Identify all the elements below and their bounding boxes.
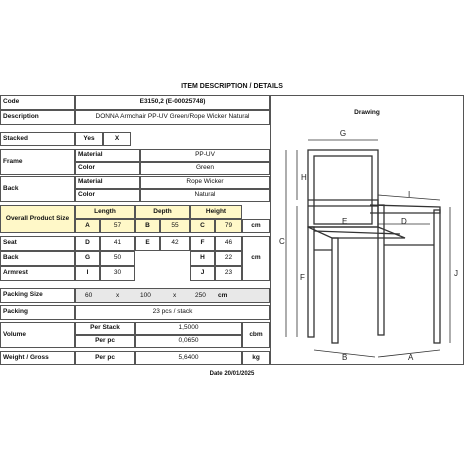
label-g: G (339, 129, 347, 138)
dim-f-value: 46 (215, 236, 242, 251)
volume-label: Volume (0, 322, 75, 348)
overall-size-label: Overall Product Size (0, 205, 75, 233)
packing-label: Packing (0, 305, 75, 320)
chair-left-arm (308, 200, 378, 206)
chair-leg-front-right (434, 210, 440, 343)
drawing-title: Drawing (354, 109, 380, 116)
dim-j-letter: J (190, 266, 215, 281)
stacked-yes: Yes (75, 132, 103, 146)
label-e: E (342, 217, 348, 226)
description-label: Description (0, 110, 75, 125)
dim-e-letter: E (135, 236, 160, 251)
dim-b-letter: B (135, 219, 160, 233)
spec-sheet (0, 80, 464, 381)
back-material: Rope Wicker (140, 176, 270, 189)
depth-header: Depth (135, 205, 190, 219)
stacked-label: Stacked (0, 132, 75, 146)
dim-b-value: 55 (160, 219, 190, 233)
code-value: E3150,2 (E-00025748) (75, 95, 270, 110)
dim-h-letter: H (190, 251, 215, 266)
overall-unit: cm (242, 219, 270, 233)
frame-label: Frame (0, 149, 75, 175)
packing-width: 100 (140, 292, 151, 299)
dim-h-value: 22 (215, 251, 242, 266)
dim-i-value: 30 (100, 266, 135, 281)
code-label: Code (0, 95, 75, 110)
label-j: J (454, 269, 458, 278)
dim-f-letter: F (190, 236, 215, 251)
chair-right-arm (370, 205, 440, 213)
label-b: B (342, 353, 348, 362)
dim-g-value: 50 (100, 251, 135, 266)
packing-value: 23 pcs / stack (75, 305, 270, 320)
back-dims-label: Back (0, 251, 75, 266)
armrest-label: Armrest (0, 266, 75, 281)
chair-leg-front-left (308, 227, 314, 337)
back-color-label: Color (75, 189, 140, 202)
length-header: Length (75, 205, 135, 219)
packing-length: 60 (85, 292, 93, 299)
label-i: I (408, 190, 411, 199)
packing-x1: x (116, 292, 120, 299)
weight-per-pc-label: Per pc (75, 351, 135, 365)
dim-g-letter: G (75, 251, 100, 266)
packing-size-unit: cm (218, 292, 228, 299)
chair-leg-front-mid (332, 238, 338, 343)
weight-per-pc-value: 5,6400 (135, 351, 242, 365)
sheet-title: ITEM DESCRIPTION / DETAILS (181, 83, 283, 90)
back-label: Back (0, 176, 75, 202)
dim-a-value: 57 (100, 219, 135, 233)
dim-j-value: 23 (215, 266, 242, 281)
back-material-label: Material (75, 176, 140, 189)
seat-unit: cm (242, 236, 270, 281)
per-stack-value: 1,5000 (135, 322, 242, 335)
dim-d-letter: D (75, 236, 100, 251)
packing-x2: x (173, 292, 177, 299)
frame-material-label: Material (75, 149, 140, 162)
back-color: Natural (140, 189, 270, 202)
volume-unit: cbm (242, 322, 270, 348)
label-c: C (279, 237, 285, 246)
label-f: F (300, 273, 305, 282)
label-d: D (401, 217, 407, 226)
chair-leg-back-right (378, 205, 384, 335)
dim-e-value: 42 (160, 236, 190, 251)
packing-size-label: Packing Size (0, 288, 75, 303)
stacked-x: X (103, 132, 131, 146)
height-header: Height (190, 205, 242, 219)
chair-back-inner (314, 156, 372, 224)
packing-height: 250 (195, 292, 206, 299)
dim-i-letter: I (75, 266, 100, 281)
frame-color-label: Color (75, 162, 140, 175)
frame-color: Green (140, 162, 270, 175)
label-h: H (301, 173, 307, 182)
frame-material: PP-UV (140, 149, 270, 162)
dim-d-value: 41 (100, 236, 135, 251)
volume-per-pc-value: 0,0650 (135, 335, 242, 348)
chair-drawing (270, 120, 464, 365)
date-footer: Date 20/01/2025 (209, 371, 255, 377)
dim-c-value: 79 (215, 219, 242, 233)
dim-c-letter: C (190, 219, 215, 233)
seat-label: Seat (0, 236, 75, 251)
label-a: A (408, 353, 414, 362)
description-value: DONNA Armchair PP-UV Green/Rope Wicker Natural (75, 110, 270, 125)
per-stack-label: Per Stack (75, 322, 135, 335)
weight-label: Weight / Gross (0, 351, 75, 365)
volume-per-pc-label: Per pc (75, 335, 135, 348)
chair-back-frame (308, 150, 378, 227)
weight-unit: kg (242, 351, 270, 365)
dim-a-letter: A (75, 219, 100, 233)
